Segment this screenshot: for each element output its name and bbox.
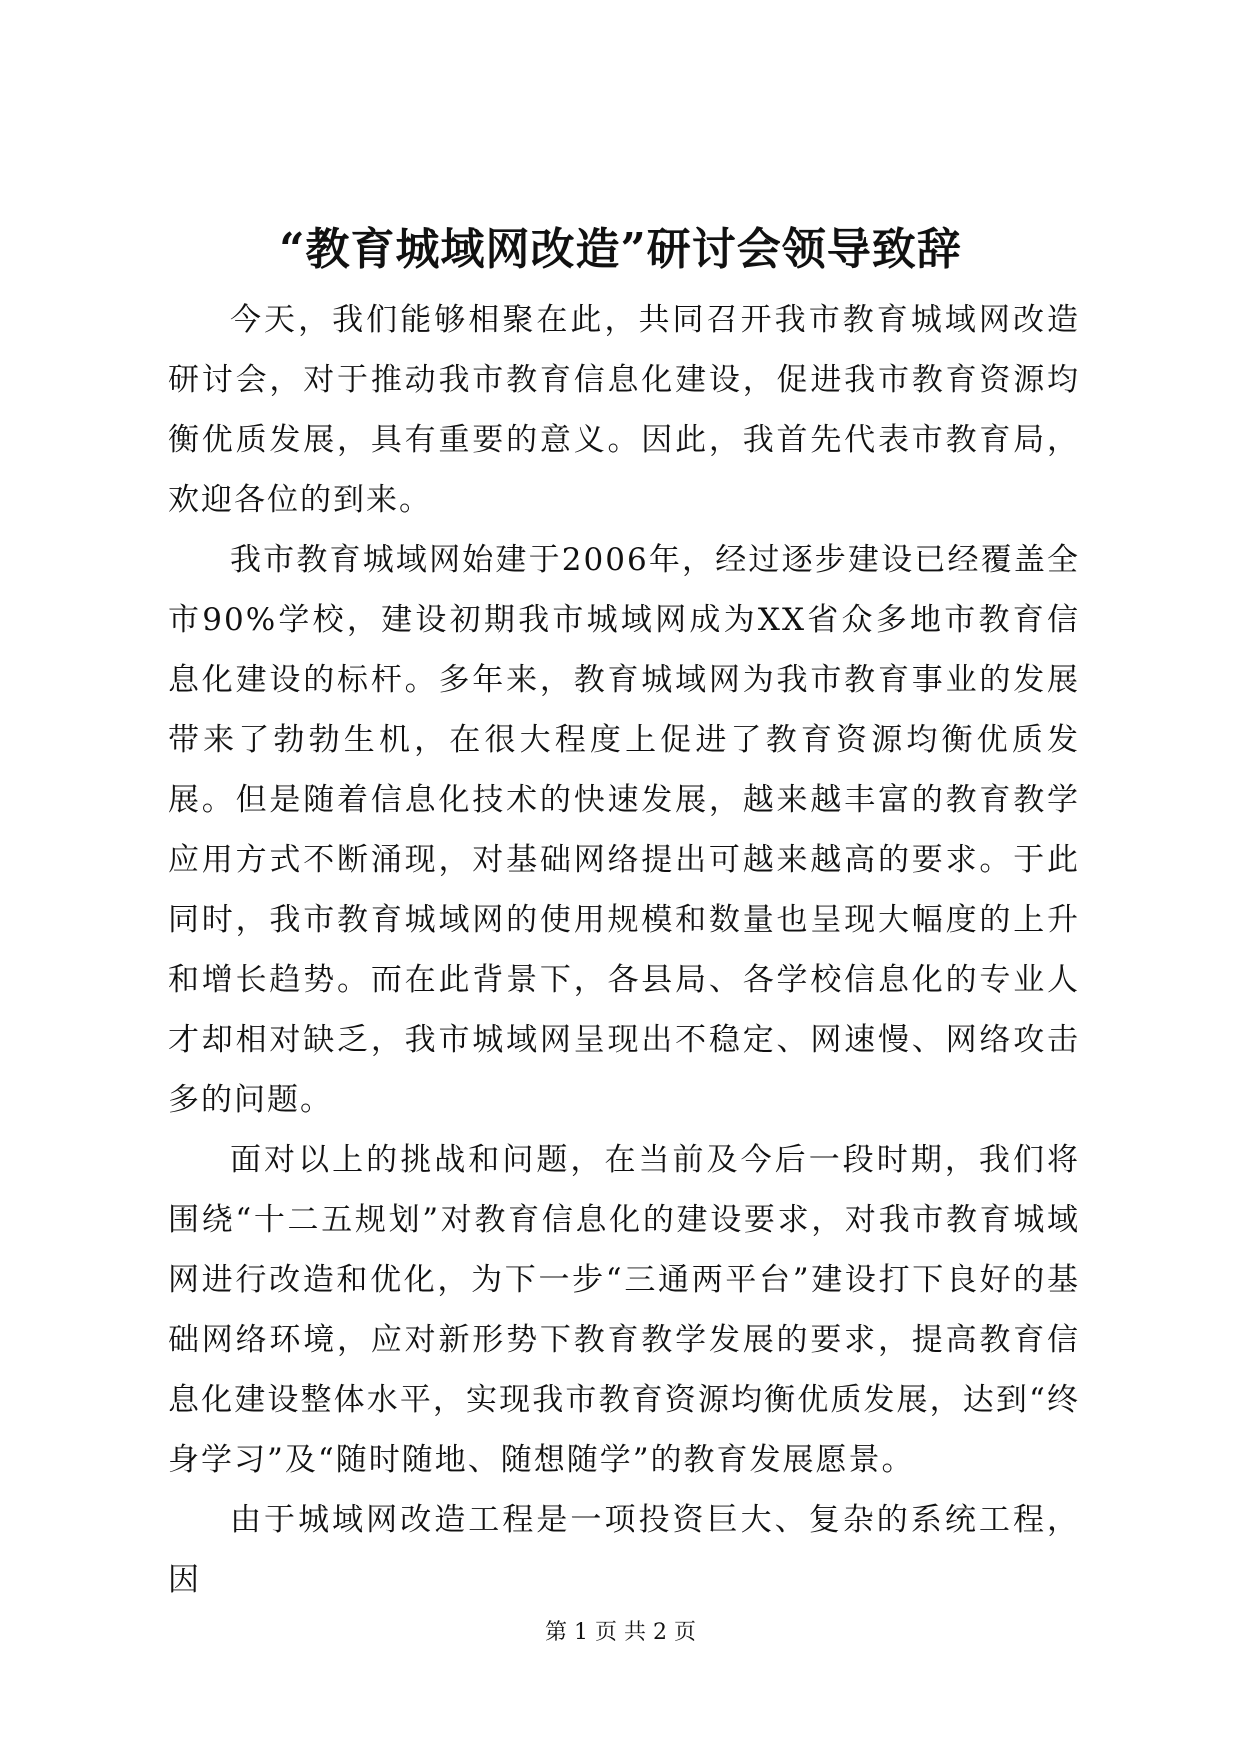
document-body [168,290,1080,1610]
paragraph-4: 由于城域网改造工程是一项投资巨大、复杂的系统工程，因 [168,1502,1080,1598]
page-footer: 第 1 页 共 2 页 [545,1620,696,1645]
paragraph-2: 我市教育城域网始建于2006年，经过逐步建设已经覆盖全市90%学校，建设初期我市城域网成为XX省众多地市教育信息化建设的标杆。多年来，教育城域网为我市教育事业的发展带来了勃勃生机，在很大程度上促进了教育资源均衡优质发展。但是随着信息化技术的快速发展，越来越丰富的教育教学应用方式不断涌现，对基础网络提出可越来越高的要求。于此同时，我市教育城域网的使用规模和数量也呈现大幅度的上升和增长趋势。而在此背景下，各县局、各学校信息化的专业人才却相对缺乏，我市城域网呈现出不稳定、网速慢、网络攻击多的问题。 [168,542,1080,1118]
paragraph-1: 今天，我们能够相聚在此，共同召开我市教育城域网改造研讨会，对于推动我市教育信息化建设，促进我市教育资源均衡优质发展，具有重要的意义。因此，我首先代表市教育局，欢迎各位的到来。 [168,302,1080,518]
paragraph-3: 面对以上的挑战和问题，在当前及今后一段时期，我们将围绕“十二五规划”对教育信息化的建设要求，对我市教育城域网进行改造和优化，为下一步“三通两平台”建设打下良好的基础网络环境，应对新形势下教育教学发展的要求，提高教育信息化建设整体水平，实现我市教育资源均衡优质发展，达到“终身学习”及“随时随地、随想随学”的教育发展愿景。 [168,1142,1080,1478]
document-title: “教育城域网改造”研讨会领导致辞 [279,224,962,275]
